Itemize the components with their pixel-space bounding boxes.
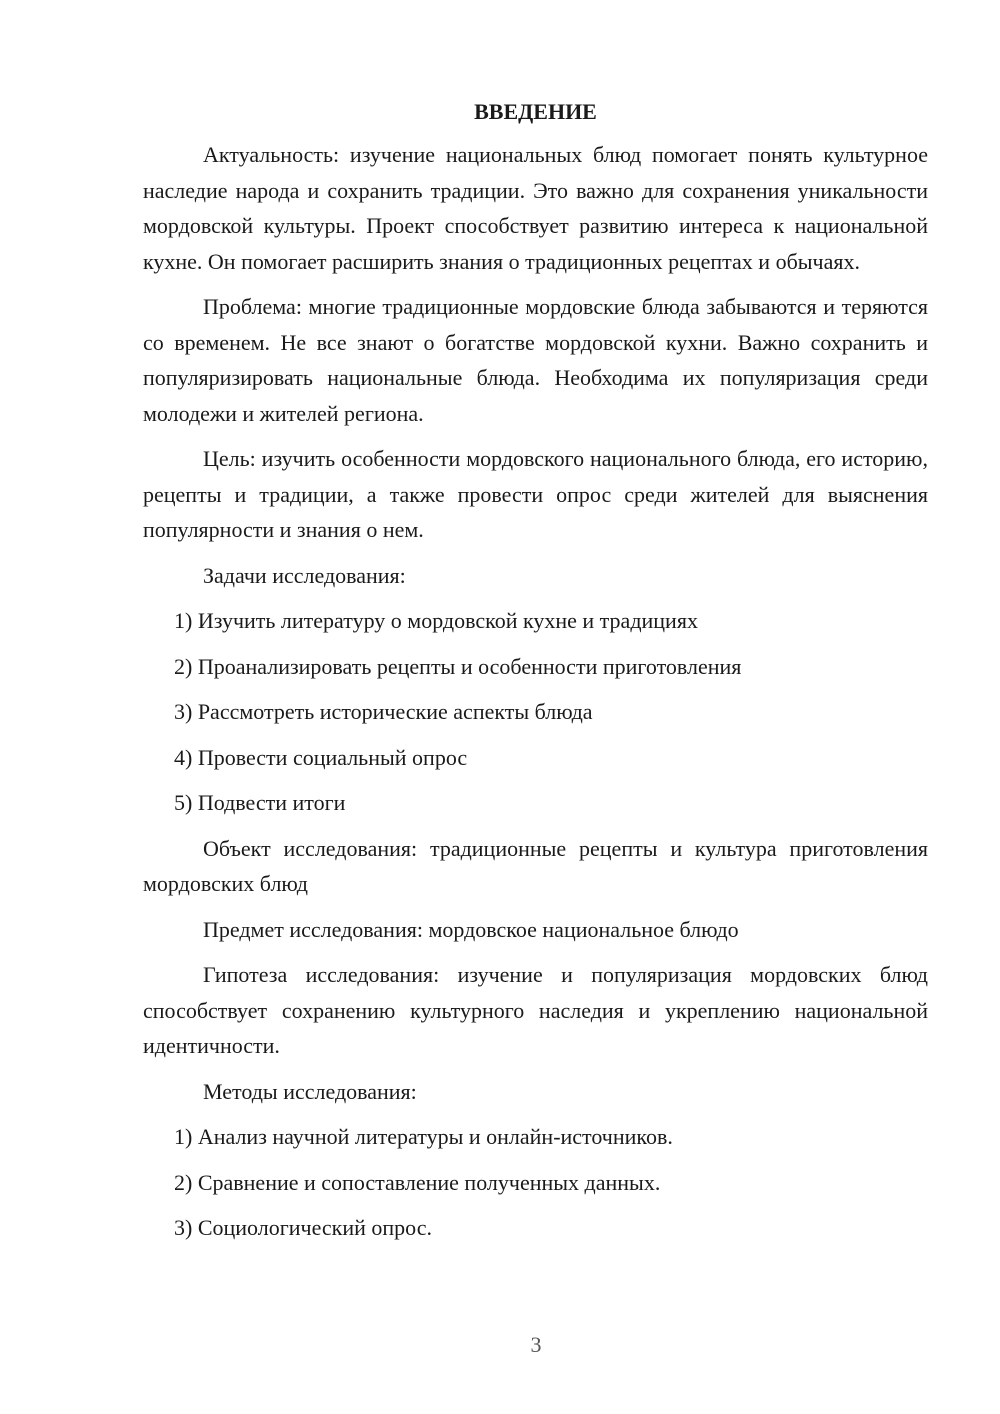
method-item: 2) Сравнение и сопоставление полученных данных. xyxy=(174,1169,661,1195)
task-item: 1) Изучить литературу о мордовской кухне и традициях xyxy=(174,608,698,633)
task-item: 3) Рассмотреть исторические аспекты блюда xyxy=(174,699,593,724)
problem-paragraph: Проблема: многие традиционные мордовские блюда забываются и теряются со временем. Не все знают о богатстве мордовской кухни. Важно сохранить и популяризировать национальные блюда. Необходима их популяризация среди молодежи и жителей региона. xyxy=(143,294,928,426)
goal-paragraph: Цель: изучить особенности мордовского национального блюда, его историю, рецепты и традиции, а также провести опрос среди жителей для выяснения популярности и знания о нем. xyxy=(143,446,928,542)
page-number: 3 xyxy=(530,1332,542,1357)
task-item: 5) Подвести итоги xyxy=(174,790,346,815)
task-item: 2) Проанализировать рецепты и особенности приготовления xyxy=(174,653,742,679)
method-item: 3) Социологический опрос. xyxy=(174,1215,432,1240)
method-item: 1) Анализ научной литературы и онлайн-источников. xyxy=(174,1124,673,1149)
object-paragraph: Объект исследования: традиционные рецепты и культура приготовления мордовских блюд xyxy=(143,835,928,896)
task-item: 4) Провести социальный опрос xyxy=(174,744,468,770)
document-page xyxy=(143,94,928,1256)
methods-heading: Методы исследования: xyxy=(203,1078,417,1104)
hypothesis-paragraph: Гипотеза исследования: изучение и популяризация мордовских блюд способствует сохранению культурного наследия и укреплению национальной идентичности. xyxy=(143,962,928,1058)
relevance-paragraph: Актуальность: изучение национальных блюд помогает понять культурное наследие народа и сохранить традиции. Это важно для сохранения уникальности мордовской культуры. Проект способствует развитию интереса к национальной кухне. Он помогает расширить знания о традиционных рецептах и обычаях. xyxy=(143,142,928,274)
tasks-heading: Задачи исследования: xyxy=(203,562,406,588)
section-title: ВВЕДЕНИЕ xyxy=(474,99,597,124)
subject-line: Предмет исследования: мордовское национальное блюдо xyxy=(203,916,739,942)
